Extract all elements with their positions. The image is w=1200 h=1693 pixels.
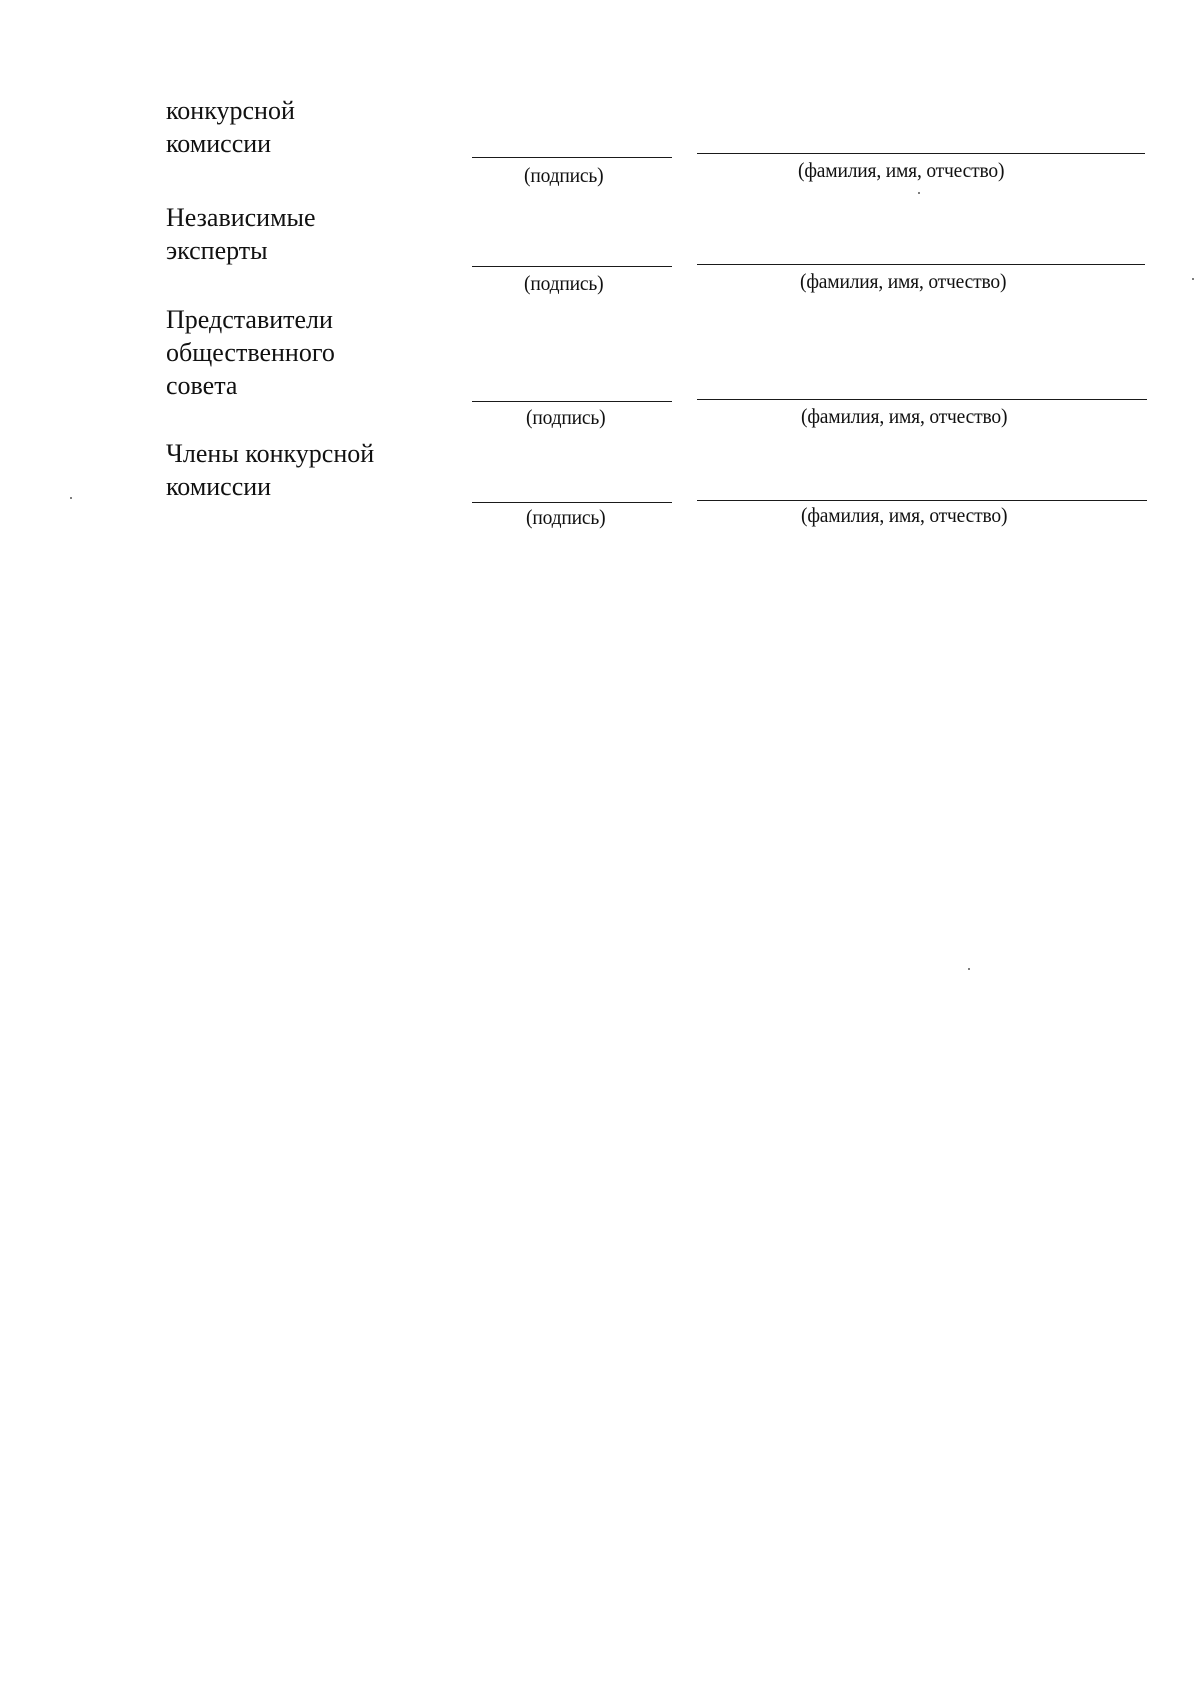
signature-caption: (подпись) — [524, 163, 604, 187]
scan-speck — [70, 497, 72, 499]
role-label-line: комиссии — [166, 129, 272, 158]
role-label-line: Члены конкурсной — [166, 439, 375, 468]
role-label — [166, 303, 335, 402]
full-name-line — [697, 264, 1145, 265]
full-name-line — [697, 153, 1145, 154]
role-label — [166, 201, 316, 267]
full-name-caption: (фамилия, имя, отчество) — [801, 404, 1008, 428]
full-name-line — [697, 500, 1147, 501]
role-label-line: комиссии — [166, 472, 272, 501]
signature-line — [472, 401, 672, 402]
role-label-line: эксперты — [166, 236, 268, 265]
signature-caption: (подпись) — [526, 505, 606, 529]
role-label-line: Независимые — [166, 203, 316, 232]
signature-caption: (подпись) — [526, 405, 606, 429]
role-label-line: совета — [166, 371, 238, 400]
signature-line — [472, 157, 672, 158]
signature-line — [472, 502, 672, 503]
signature-caption: (подпись) — [524, 271, 604, 295]
scan-speck — [1192, 278, 1194, 280]
role-label — [166, 94, 295, 160]
full-name-caption: (фамилия, имя, отчество) — [800, 269, 1007, 293]
full-name-caption: (фамилия, имя, отчество) — [801, 503, 1008, 527]
full-name-line — [697, 399, 1147, 400]
role-label-line: Представители — [166, 305, 333, 334]
scan-speck — [918, 192, 920, 194]
signature-line — [472, 266, 672, 267]
role-label-line: общественного — [166, 338, 335, 367]
scan-speck — [968, 968, 970, 970]
full-name-caption: (фамилия, имя, отчество) — [798, 158, 1005, 182]
role-label-line: конкурсной — [166, 96, 295, 125]
role-label — [166, 437, 374, 503]
